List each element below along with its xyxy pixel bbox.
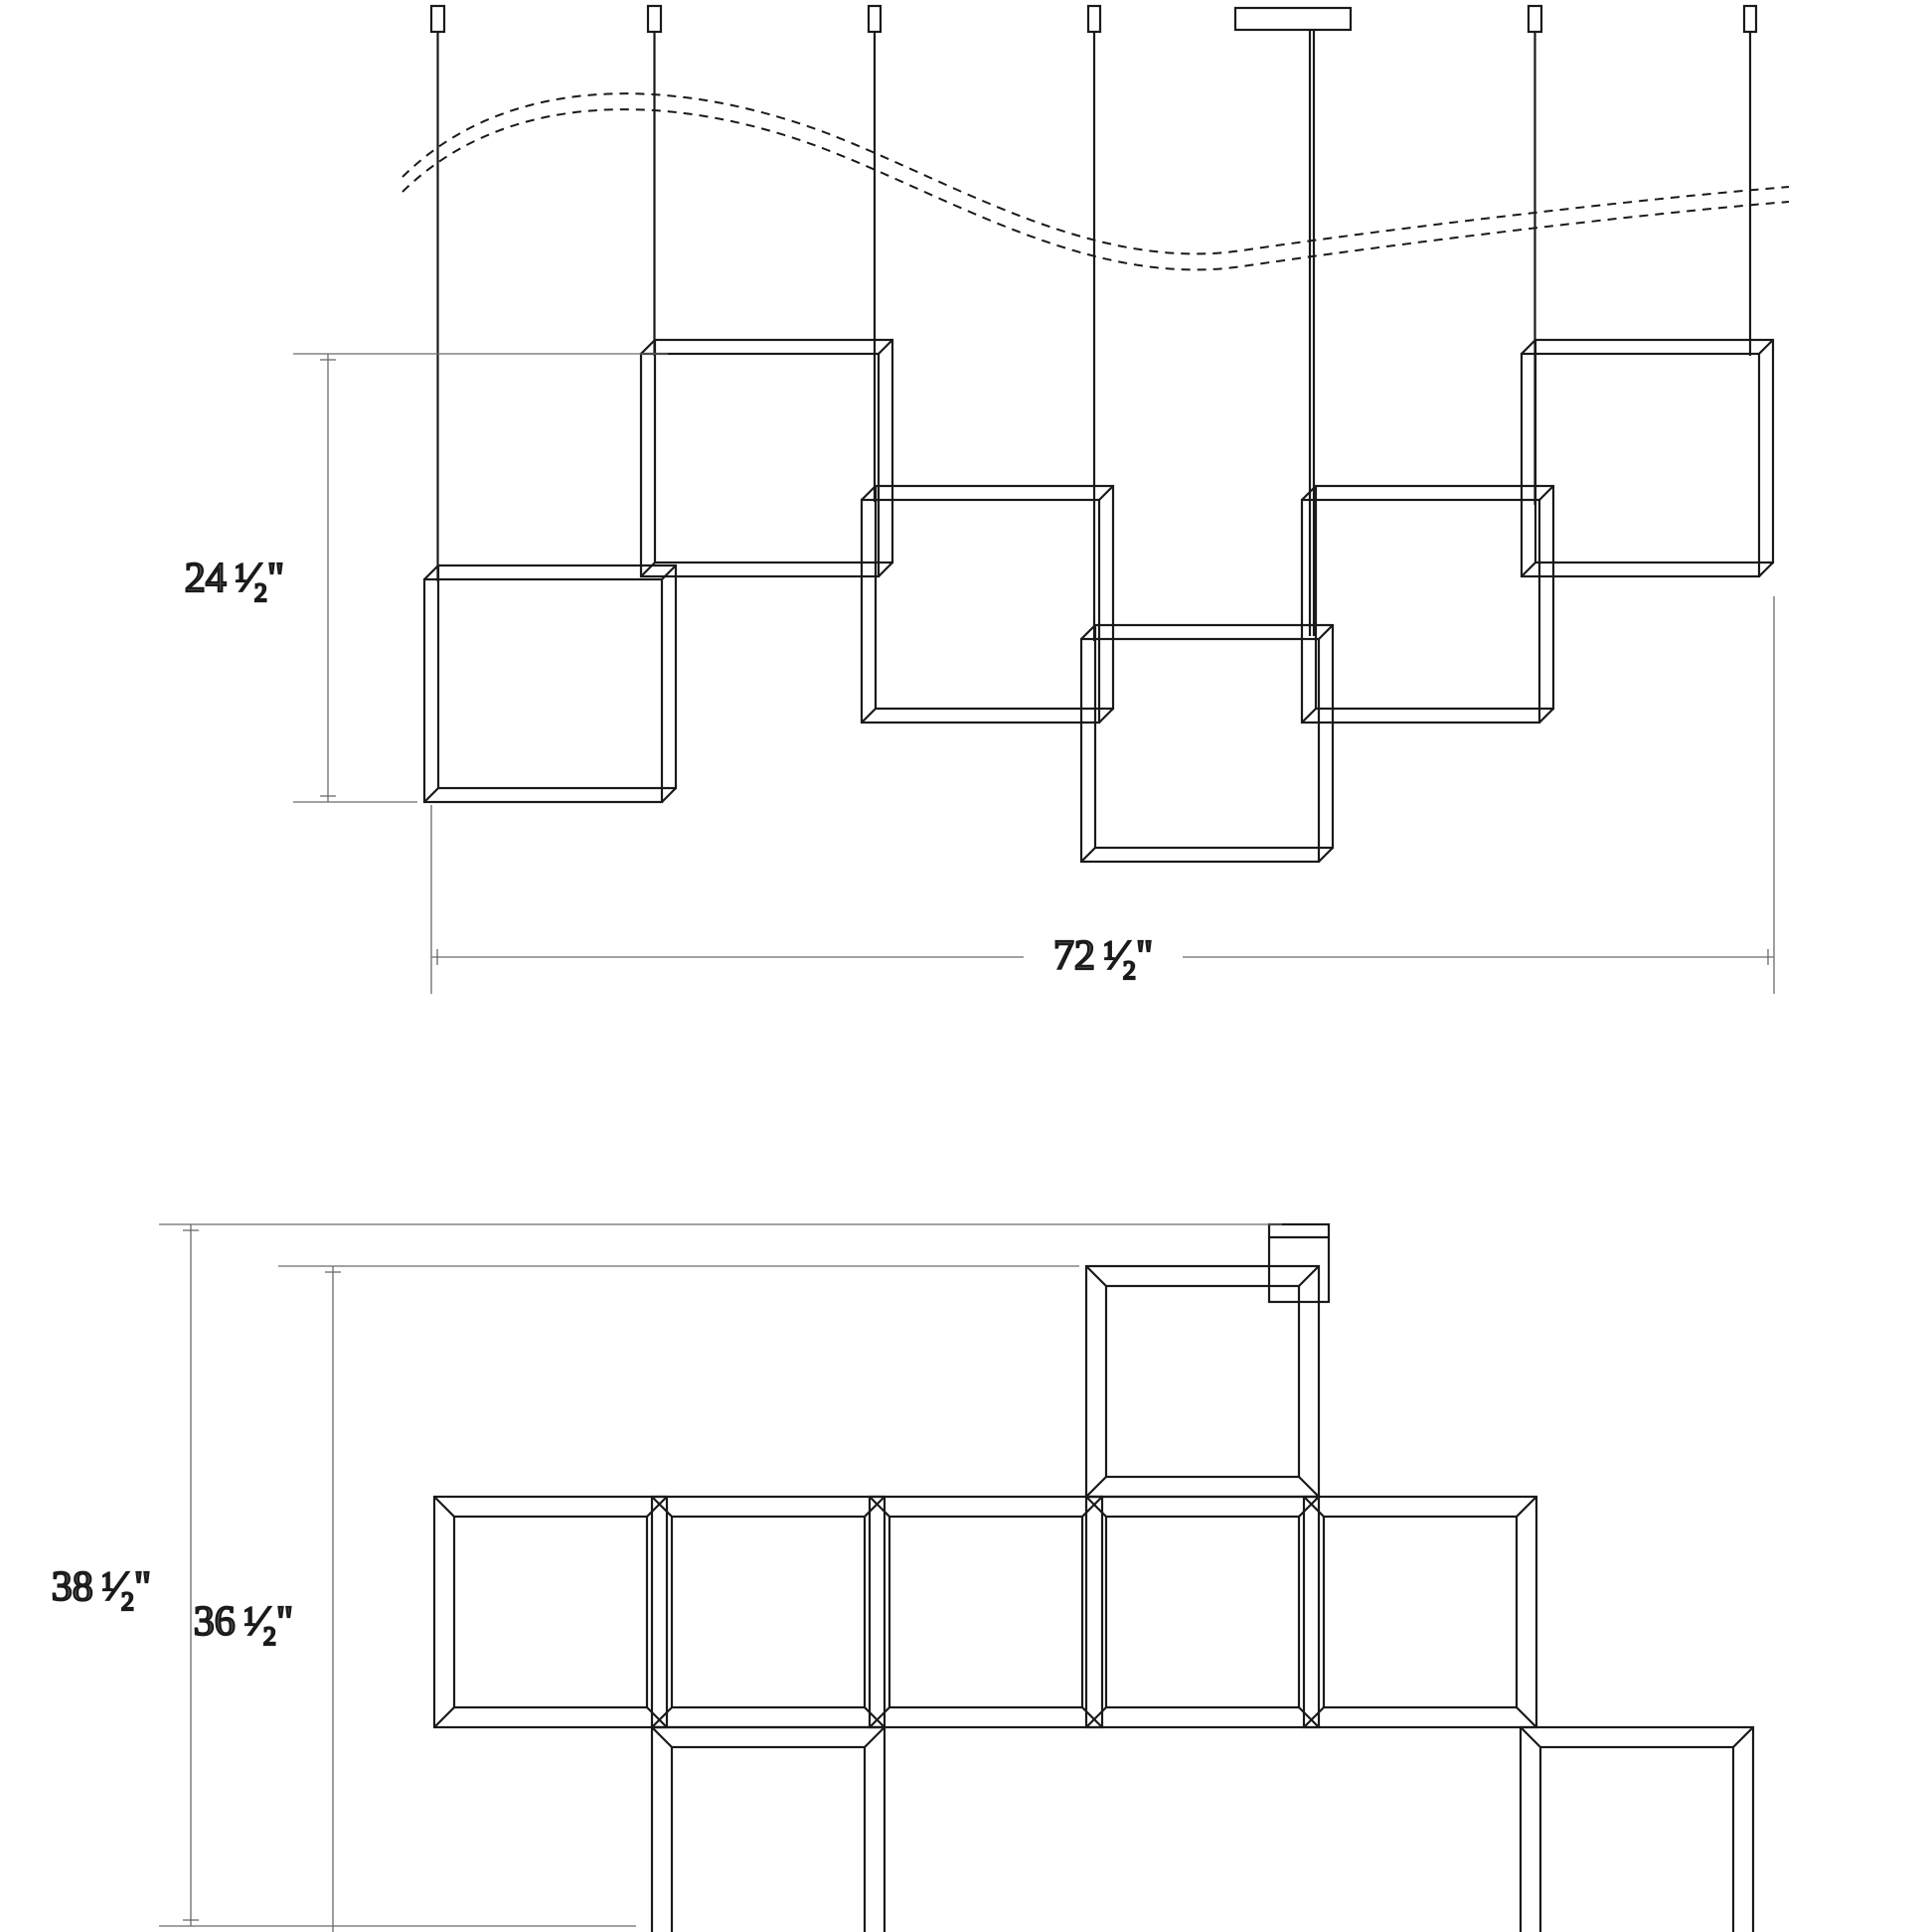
ceiling-wave (402, 93, 1789, 269)
dimension-depth36-label: 36 $^1⁄_2$" (193, 1599, 293, 1651)
elevation-cubes (424, 340, 1773, 862)
plan-cube-lower-left (652, 1727, 885, 1932)
dimension-height-24 (293, 354, 668, 802)
plan-cube-lower-right (1521, 1727, 1753, 1932)
plan-cube-row (434, 1497, 1536, 1727)
plan-view (52, 1224, 1753, 1932)
plan-cube-upper (1086, 1266, 1319, 1497)
dimension-width-72 (431, 596, 1774, 994)
dimension-depth38-label: 38 $^1⁄_2$" (51, 1564, 151, 1616)
dimension-width-label: 72 $^1⁄_2$" (1052, 933, 1154, 985)
elevation-view (185, 6, 1789, 994)
dimension-depth-36 (278, 1266, 1079, 1932)
dimension-height-label: 24 $^1⁄_2$" (184, 556, 284, 607)
suspension-cables (431, 6, 1756, 641)
dimension-depth-38 (159, 1224, 1282, 1926)
